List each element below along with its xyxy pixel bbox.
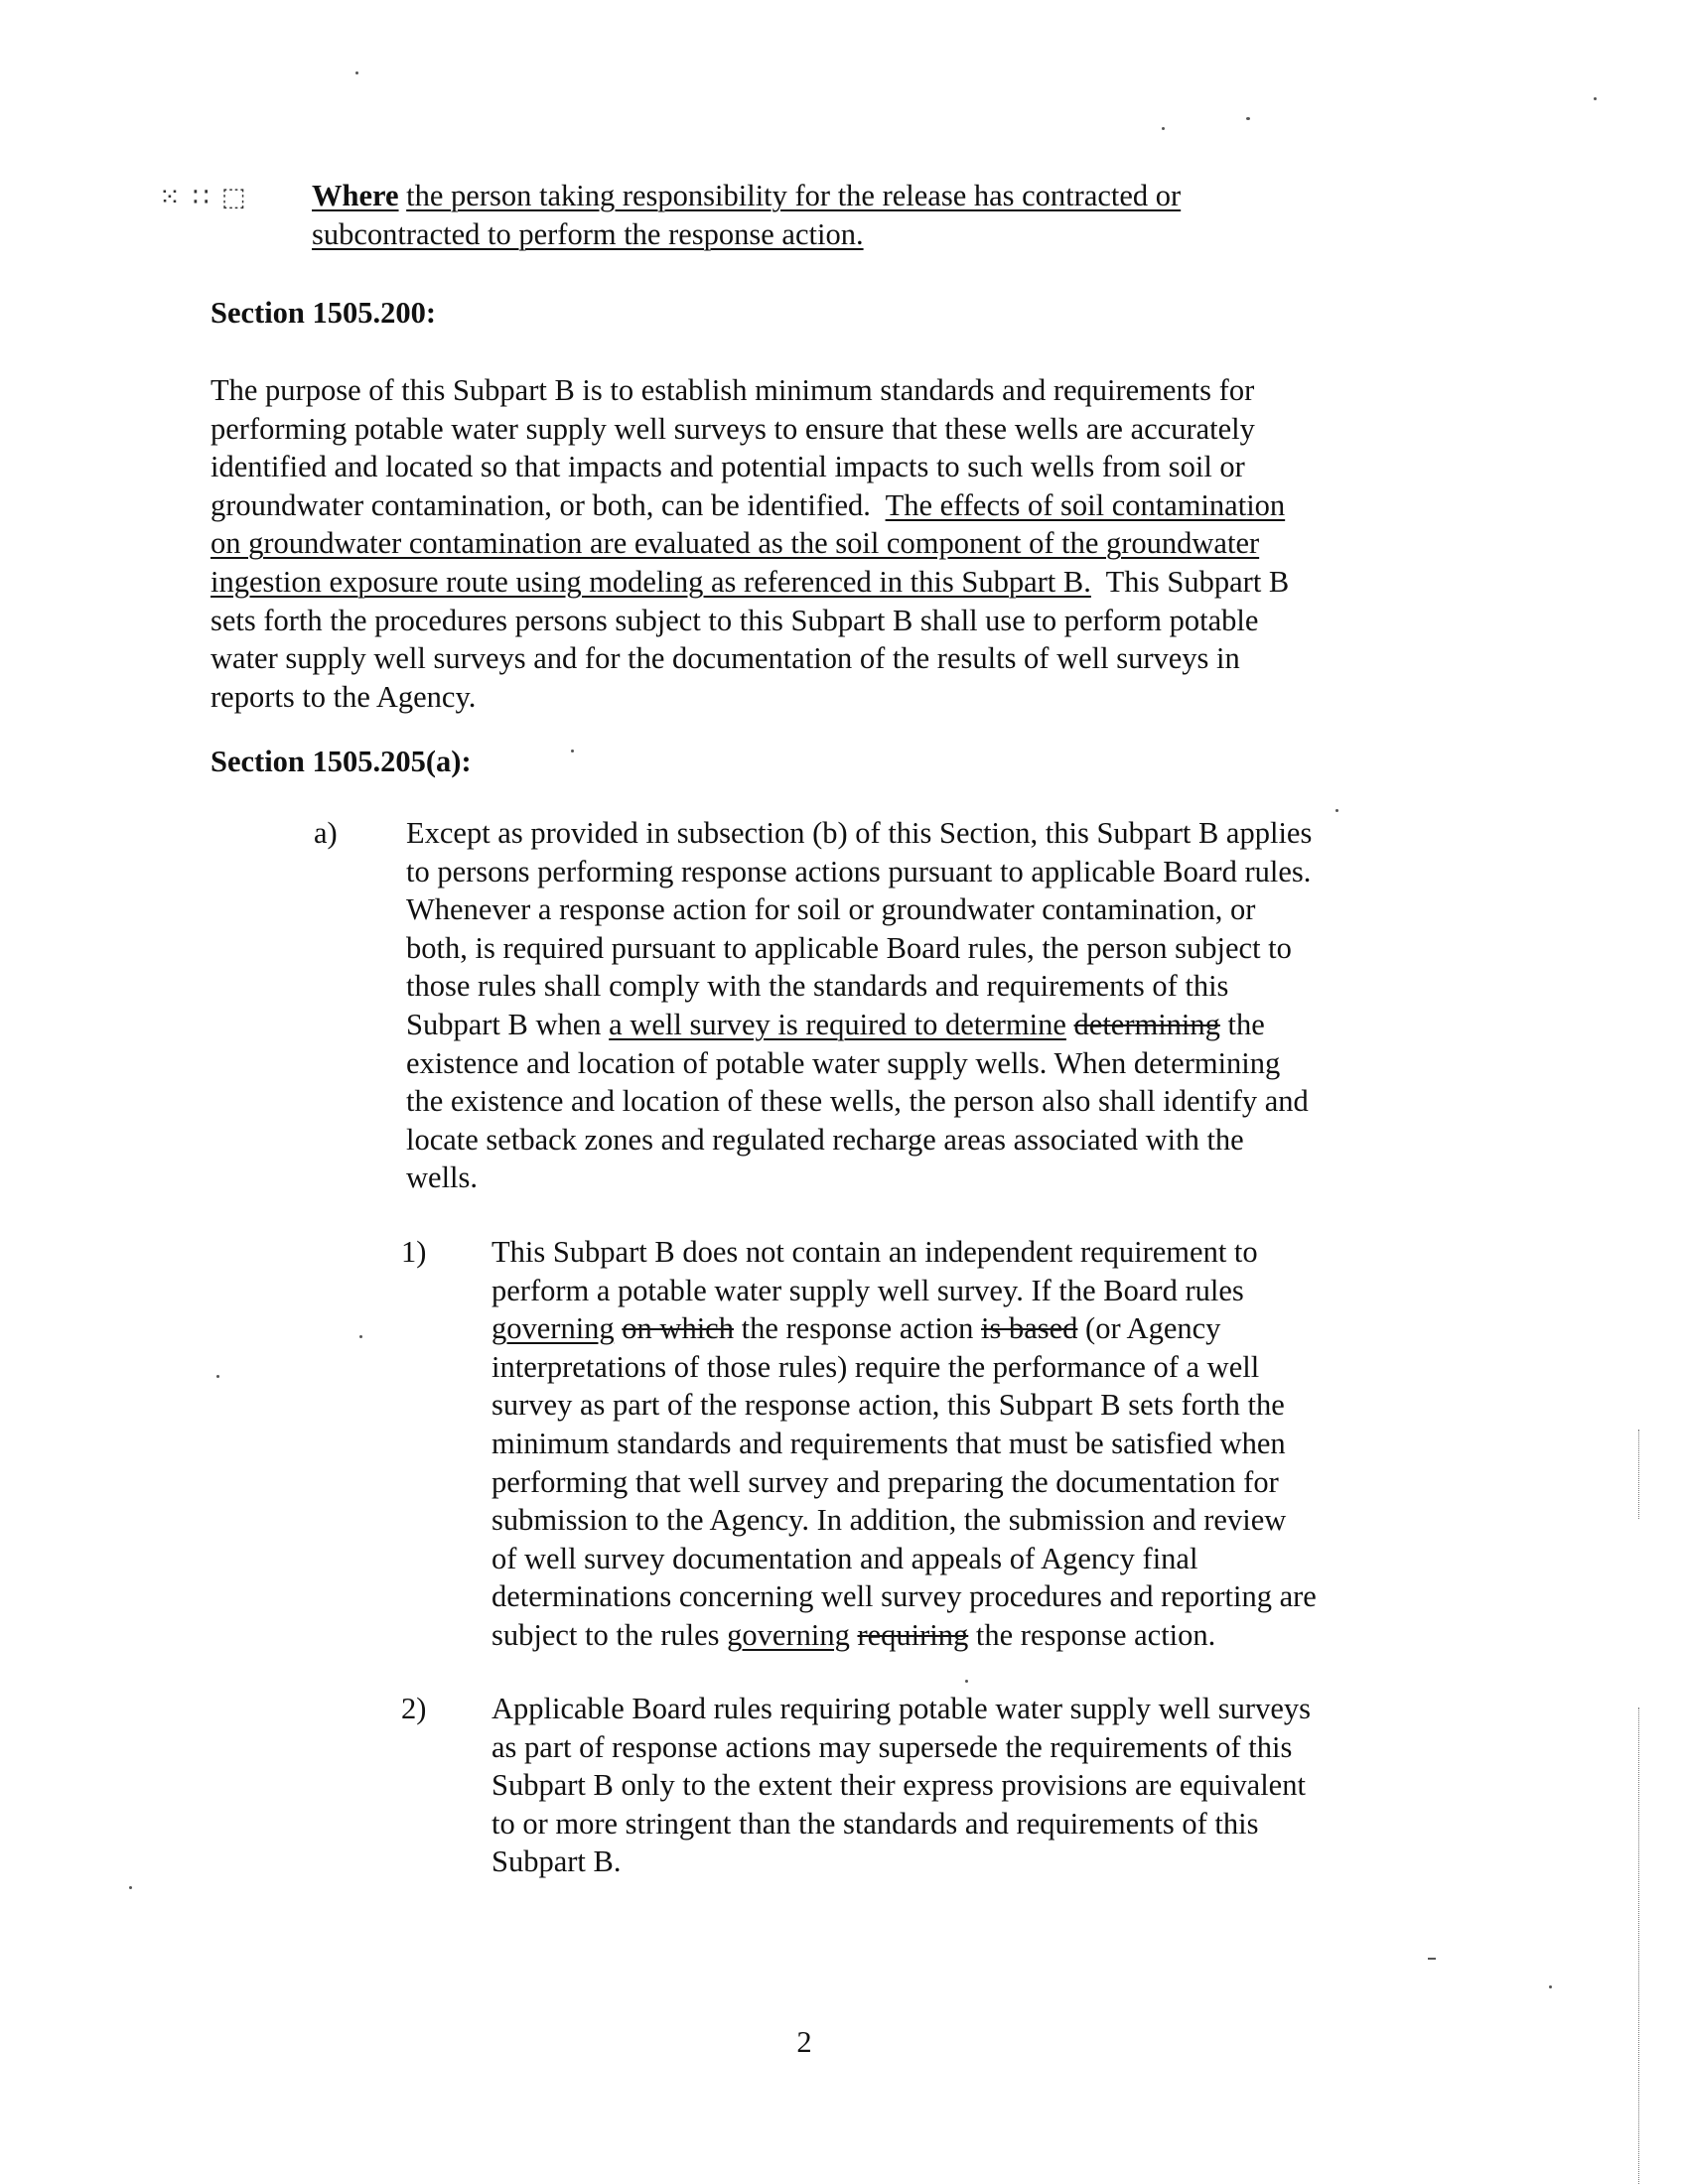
- paragraph-line: The purpose of this Subpart B is to establish minimum standards and requirements for: [210, 373, 1255, 407]
- paragraph-line: determinations concerning well survey procedures and reporting are: [491, 1579, 1317, 1614]
- scan-speck: [1335, 809, 1338, 812]
- paragraph-text: This Subpart B: [1105, 564, 1290, 599]
- paragraph-text: the response action.: [975, 1617, 1216, 1652]
- subsection-a-paragraph: [406, 814, 1312, 1197]
- inserted-text: governing: [491, 1311, 615, 1346]
- scan-speck: [1246, 117, 1250, 120]
- paragraph-line: submission to the Agency. In addition, the submission and review: [491, 1503, 1287, 1538]
- scan-speck: [359, 1335, 362, 1338]
- paragraph-line: the existence and location of these wells, the person also shall identify and: [406, 1084, 1309, 1119]
- scan-artifact-top-left: ⁙ ∷ ⬚: [159, 183, 248, 212]
- paragraph-line: as part of response actions may supersede the requirements of this: [491, 1729, 1293, 1764]
- scan-speck: [571, 750, 574, 752]
- item-1-paragraph: [491, 1233, 1317, 1655]
- paragraph-line: [210, 524, 1289, 563]
- paragraph-line: Subpart B.: [491, 1844, 622, 1879]
- intro-line-1-text: the person taking responsibility for the release has contracted or: [406, 179, 1182, 212]
- paragraph-line: water supply well surveys and for the documentation of the results of well surveys in: [210, 641, 1240, 676]
- paragraph-line: existence and location of potable water supply wells. When determining: [406, 1045, 1281, 1080]
- inserted-text: on groundwater contamination are evaluated as the soil component of the groundwater: [210, 526, 1260, 561]
- section-200-paragraph: [210, 371, 1289, 716]
- deleted-text: determining: [1073, 1007, 1220, 1041]
- paragraph-line: [406, 1006, 1312, 1044]
- deleted-text: is based: [980, 1311, 1078, 1346]
- intro-line-1: [312, 177, 1181, 215]
- section-200-heading: Section 1505.200:: [210, 296, 437, 330]
- paragraph-line: Except as provided in subsection (b) of this Section, this Subpart B applies: [406, 816, 1313, 850]
- scan-margin-line: [1638, 1707, 1639, 2184]
- paragraph-line: This Subpart B does not contain an independent requirement to: [491, 1235, 1258, 1269]
- scan-speck: [1428, 1958, 1436, 1960]
- paragraph-text: the response action: [741, 1311, 974, 1346]
- paragraph-line: survey as part of the response action, this Subpart B sets forth the: [491, 1388, 1285, 1423]
- intro-line-2-text: subcontracted to perform the response action.: [312, 216, 864, 251]
- paragraph-line: both, is required pursuant to applicable Board rules, the person subject to: [406, 930, 1292, 965]
- paragraph-line: those rules shall comply with the standards and requirements of this: [406, 969, 1229, 1004]
- paragraph-line: of well survey documentation and appeals of Agency final: [491, 1541, 1198, 1575]
- paragraph-line: minimum standards and requirements that must be satisfied when: [491, 1426, 1286, 1460]
- paragraph-line: perform a potable water supply well survey. If the Board rules: [491, 1273, 1244, 1307]
- intro-underlined-word: Where: [312, 179, 399, 212]
- deleted-text: requiring: [857, 1617, 969, 1652]
- paragraph-line: performing potable water supply well surveys to ensure that these wells are accurately: [210, 411, 1255, 446]
- paragraph-line: [491, 1616, 1317, 1655]
- paragraph-line: Applicable Board rules requiring potable water supply well surveys: [491, 1692, 1311, 1725]
- paragraph-text: groundwater contamination, or both, can be identified.: [210, 487, 871, 522]
- inserted-text: The effects of soil contamination: [885, 487, 1286, 522]
- item-1-marker: 1): [401, 1235, 427, 1269]
- paragraph-line: interpretations of those rules) require the performance of a well: [491, 1349, 1260, 1384]
- paragraph-line: Subpart B only to the extent their express provisions are equivalent: [491, 1768, 1306, 1803]
- paragraph-line: [210, 563, 1289, 602]
- section-205-heading: Section 1505.205(a):: [210, 745, 472, 778]
- paragraph-line: reports to the Agency.: [210, 679, 477, 714]
- paragraph-text: Subpart B when: [406, 1007, 602, 1041]
- paragraph-line: locate setback zones and regulated recharge areas associated with the: [406, 1122, 1244, 1157]
- paragraph-line: [491, 1309, 1317, 1348]
- scan-speck: [216, 1375, 219, 1378]
- paragraph-line: wells.: [406, 1160, 479, 1195]
- scan-speck: [355, 71, 358, 74]
- paragraph-text: the: [1227, 1007, 1265, 1041]
- scan-speck: [965, 1680, 968, 1683]
- scan-margin-line: [1638, 1430, 1639, 1519]
- intro-line-2: [312, 215, 1181, 254]
- paragraph-line: to persons performing response actions pursuant to applicable Board rules.: [406, 854, 1312, 888]
- inserted-text: governing: [727, 1617, 850, 1652]
- inserted-text: a well survey is required to determine: [609, 1007, 1066, 1041]
- scan-speck: [1162, 127, 1165, 130]
- paragraph-line: sets forth the procedures persons subject to this Subpart B shall use to perform potable: [210, 603, 1259, 637]
- scan-speck: [1594, 97, 1597, 100]
- scan-speck: [1549, 1985, 1552, 1988]
- paragraph-text: subject to the rules: [491, 1617, 720, 1652]
- paragraph-line: to or more stringent than the standards and requirements of this: [491, 1806, 1259, 1841]
- scan-speck: [129, 1886, 132, 1889]
- paragraph-line: performing that well survey and preparing the documentation for: [491, 1464, 1279, 1499]
- paragraph-line: identified and located so that impacts and potential impacts to such wells from soil or: [210, 450, 1245, 484]
- subsection-a-marker: a): [314, 816, 338, 850]
- inserted-text: ingestion exposure route using modeling as referenced in this Subpart B.: [210, 564, 1091, 599]
- paragraph-line: Whenever a response action for soil or groundwater contamination, or: [406, 892, 1256, 927]
- item-2-marker: 2): [401, 1692, 427, 1725]
- paragraph-text: (or Agency: [1085, 1311, 1221, 1346]
- item-2-paragraph: [491, 1690, 1311, 1881]
- intro-paragraph: [312, 177, 1181, 253]
- page-number: 2: [796, 2025, 812, 2059]
- deleted-text: on which: [622, 1311, 734, 1346]
- paragraph-line: [210, 486, 1289, 525]
